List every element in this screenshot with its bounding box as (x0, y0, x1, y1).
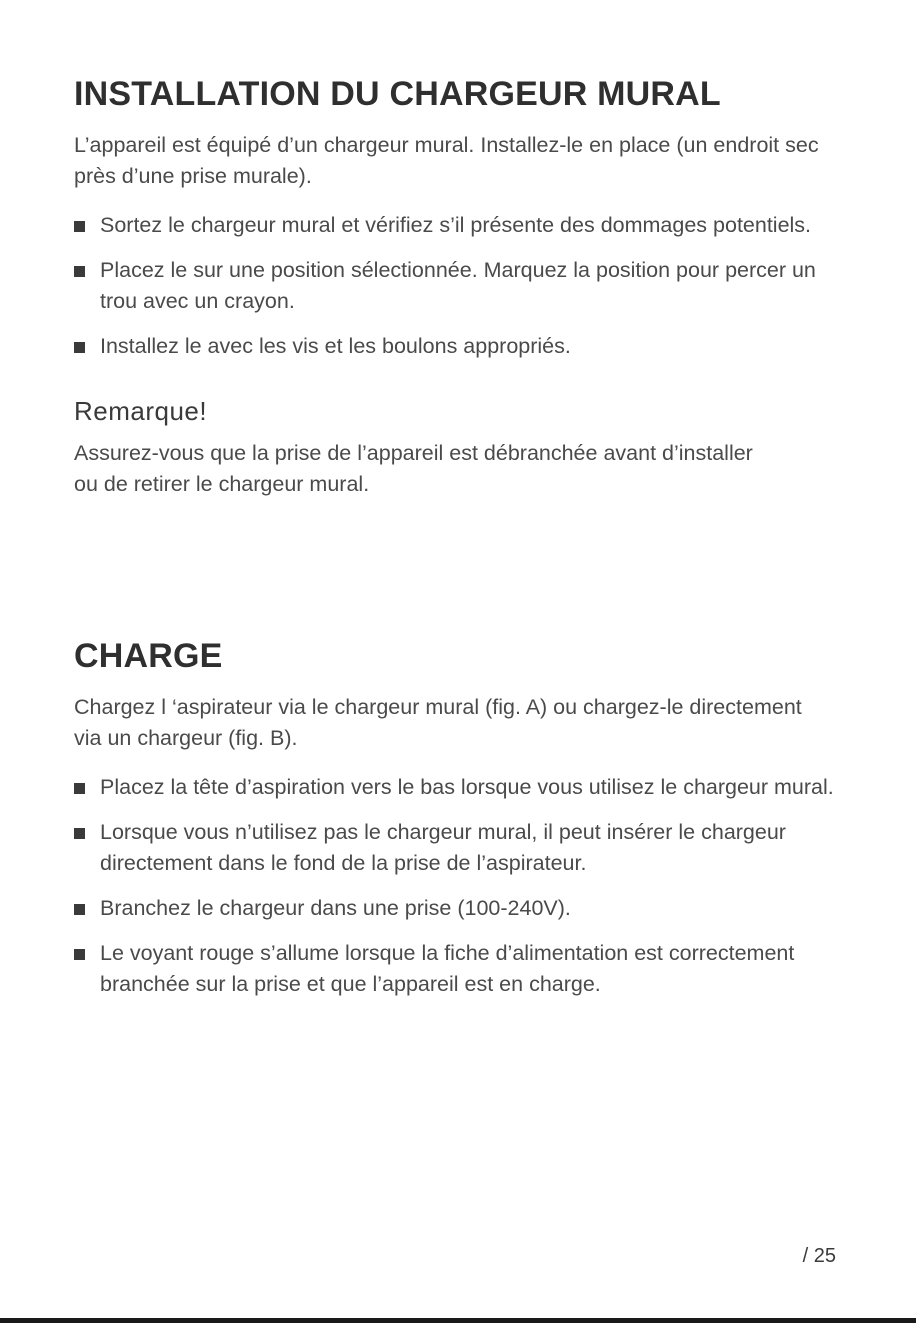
square-bullet-icon (74, 904, 85, 915)
list-item (74, 938, 844, 1000)
bottom-rule (0, 1318, 916, 1323)
list-item (74, 210, 844, 241)
square-bullet-icon (74, 828, 85, 839)
installation-intro: L’appareil est équipé d’un chargeur mural. Installez-le en place (un endroit sec près d’une prise murale). (74, 133, 819, 188)
list-item-text: Lorsque vous n’utilisez pas le chargeur mural, il peut insérer le chargeur directement dans le fond de la prise de l’aspirateur. (100, 820, 786, 875)
square-bullet-icon (74, 266, 85, 277)
list-item (74, 893, 844, 924)
list-item (74, 331, 844, 362)
list-item-text: Installez le avec les vis et les boulons appropriés. (100, 334, 571, 358)
installation-bullet-list (74, 210, 844, 362)
list-item (74, 255, 844, 317)
charge-title: CHARGE (74, 637, 223, 675)
list-item-text: Le voyant rouge s’allume lorsque la fiche d’alimentation est correctement branchée sur la prise et que l’appareil est en charge. (100, 941, 795, 996)
square-bullet-icon (74, 783, 85, 794)
list-item-text: Sortez le chargeur mural et vérifiez s’il présente des dommages potentiels. (100, 213, 812, 237)
note-title: Remarque! (74, 396, 208, 426)
installation-section (74, 72, 844, 500)
charge-section (74, 634, 844, 1014)
list-item (74, 772, 844, 803)
list-item-text: Placez la tête d’aspiration vers le bas lorsque vous utilisez le chargeur mural. (100, 775, 834, 799)
list-item-text: Branchez le chargeur dans une prise (100-240V). (100, 896, 571, 920)
charge-intro: Chargez l ‘aspirateur via le chargeur mural (fig. A) ou chargez-le directement via un chargeur (fig. B). (74, 695, 802, 750)
charge-bullet-list (74, 772, 844, 1000)
square-bullet-icon (74, 342, 85, 353)
list-item (74, 817, 844, 879)
installation-title: INSTALLATION DU CHARGEUR MURAL (74, 75, 721, 113)
square-bullet-icon (74, 949, 85, 960)
list-item-text: Placez le sur une position sélectionnée. Marquez la position pour percer un trou avec un crayon. (100, 258, 816, 313)
page-number: / 25 (802, 1245, 836, 1267)
square-bullet-icon (74, 221, 85, 232)
note-text: Assurez-vous que la prise de l’appareil est débranchée avant d’installer ou de retirer le chargeur mural. (74, 441, 753, 496)
